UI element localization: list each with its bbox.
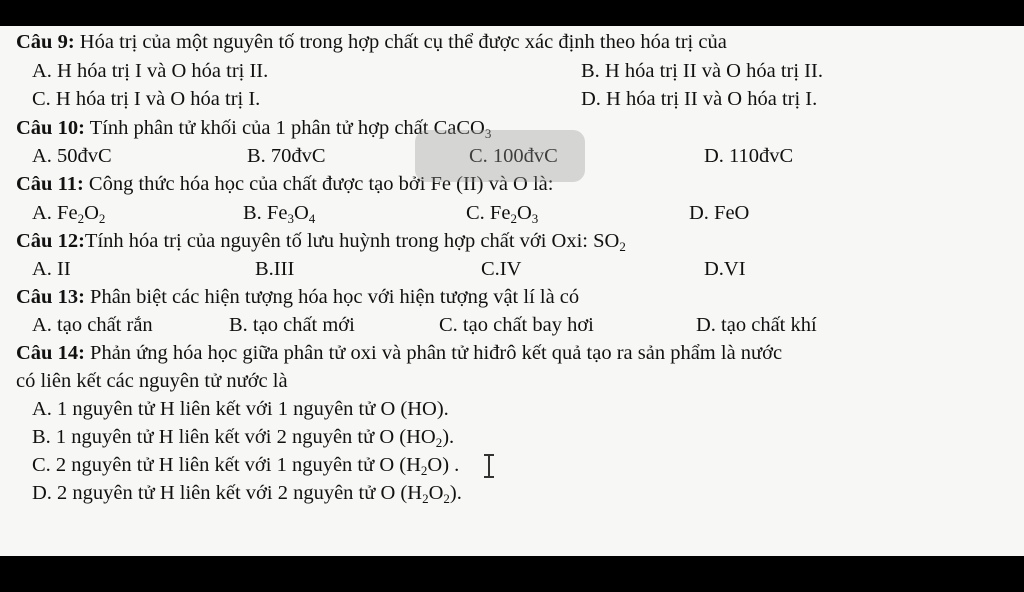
question-text: Phản ứng hóa học giữa phân tử oxi và phân tử hiđrô kết quả tạo ra sản phẩm là nước: [84, 342, 783, 364]
option-14b: B. 1 nguyên tử H liên kết với 2 nguyên tử O $(HO_2)$.: [32, 426, 455, 450]
option-10a: A. 50đvC: [32, 145, 112, 167]
top-black-bar: [0, 0, 1024, 26]
question-text: Phân biệt các hiện tượng hóa học với hiện tượng vật lí là có: [84, 286, 580, 308]
option-12b: B.III: [255, 258, 295, 280]
option-10d: D. 110đvC: [704, 145, 794, 167]
question-text: Công thức hóa học của chất được tạo bởi Fe (II) và O là:: [83, 173, 554, 195]
question-label: Câu 9:: [16, 31, 75, 53]
question-14: [16, 341, 782, 365]
option-14c: C. 2 nguyên tử H liên kết với 1 nguyên tử O $(H_2O)$ .: [32, 454, 460, 478]
subscript: 2: [619, 239, 626, 254]
option-14a: A. 1 nguyên tử H liên kết với 1 nguyên tử O (HO).: [32, 398, 449, 420]
question-text: Tính phân tử khối của 1 phân tử hợp chất CaCO: [84, 117, 485, 139]
option-9b: B. H hóa trị II và O hóa trị II.: [581, 60, 823, 82]
question-14-continuation: có liên kết các nguyên tử nước là: [16, 370, 288, 392]
question-12: [16, 229, 626, 253]
option-9c: C. H hóa trị I và O hóa trị I.: [32, 88, 261, 110]
option-13d: D. tạo chất khí: [696, 314, 817, 336]
option-9d: D. H hóa trị II và O hóa trị I.: [581, 88, 818, 110]
question-13: [16, 285, 579, 309]
bottom-black-bar: [0, 556, 1024, 592]
question-text: Tính hóa trị của nguyên tố lưu huỳnh trong hợp chất với Oxi: SO: [84, 230, 620, 252]
option-13a: A. tạo chất rắn: [32, 314, 153, 336]
option-11c: C. $Fe_2O_3$: [466, 202, 539, 226]
document-page: [0, 26, 1024, 556]
option-12d: D.VI: [704, 258, 746, 280]
question-label: Câu 10:: [16, 117, 85, 139]
touch-highlight-overlay: [415, 130, 585, 182]
subscript: 3: [484, 126, 492, 141]
option-11d: D. FeO: [689, 202, 750, 224]
option-12a: A. II: [32, 258, 71, 280]
question-label: Câu 11:: [16, 173, 84, 195]
text-cursor-icon: [488, 454, 490, 478]
question-label: Câu 13:: [16, 286, 85, 308]
option-10c: C. 100đvC: [469, 145, 558, 167]
question-9: [16, 30, 727, 54]
question-label: Câu 12:: [16, 230, 85, 252]
option-13c: C. tạo chất bay hơi: [439, 314, 594, 336]
option-13b: B. tạo chất mới: [229, 314, 355, 336]
option-11b: B. $Fe_3O_4$: [243, 202, 316, 226]
option-10b: B. 70đvC: [247, 145, 326, 167]
option-11a: A. $Fe_2O_2$: [32, 202, 106, 226]
option-12c: C.IV: [481, 258, 522, 280]
question-label: Câu 14:: [16, 342, 85, 364]
option-9a: A. H hóa trị I và O hóa trị II.: [32, 60, 269, 82]
option-14d: D. 2 nguyên tử H liên kết với 2 nguyên tử O $(H_2O_2)$.: [32, 482, 462, 506]
question-text: Hóa trị của một nguyên tố trong hợp chất cụ thể được xác định theo hóa trị của: [74, 31, 727, 53]
